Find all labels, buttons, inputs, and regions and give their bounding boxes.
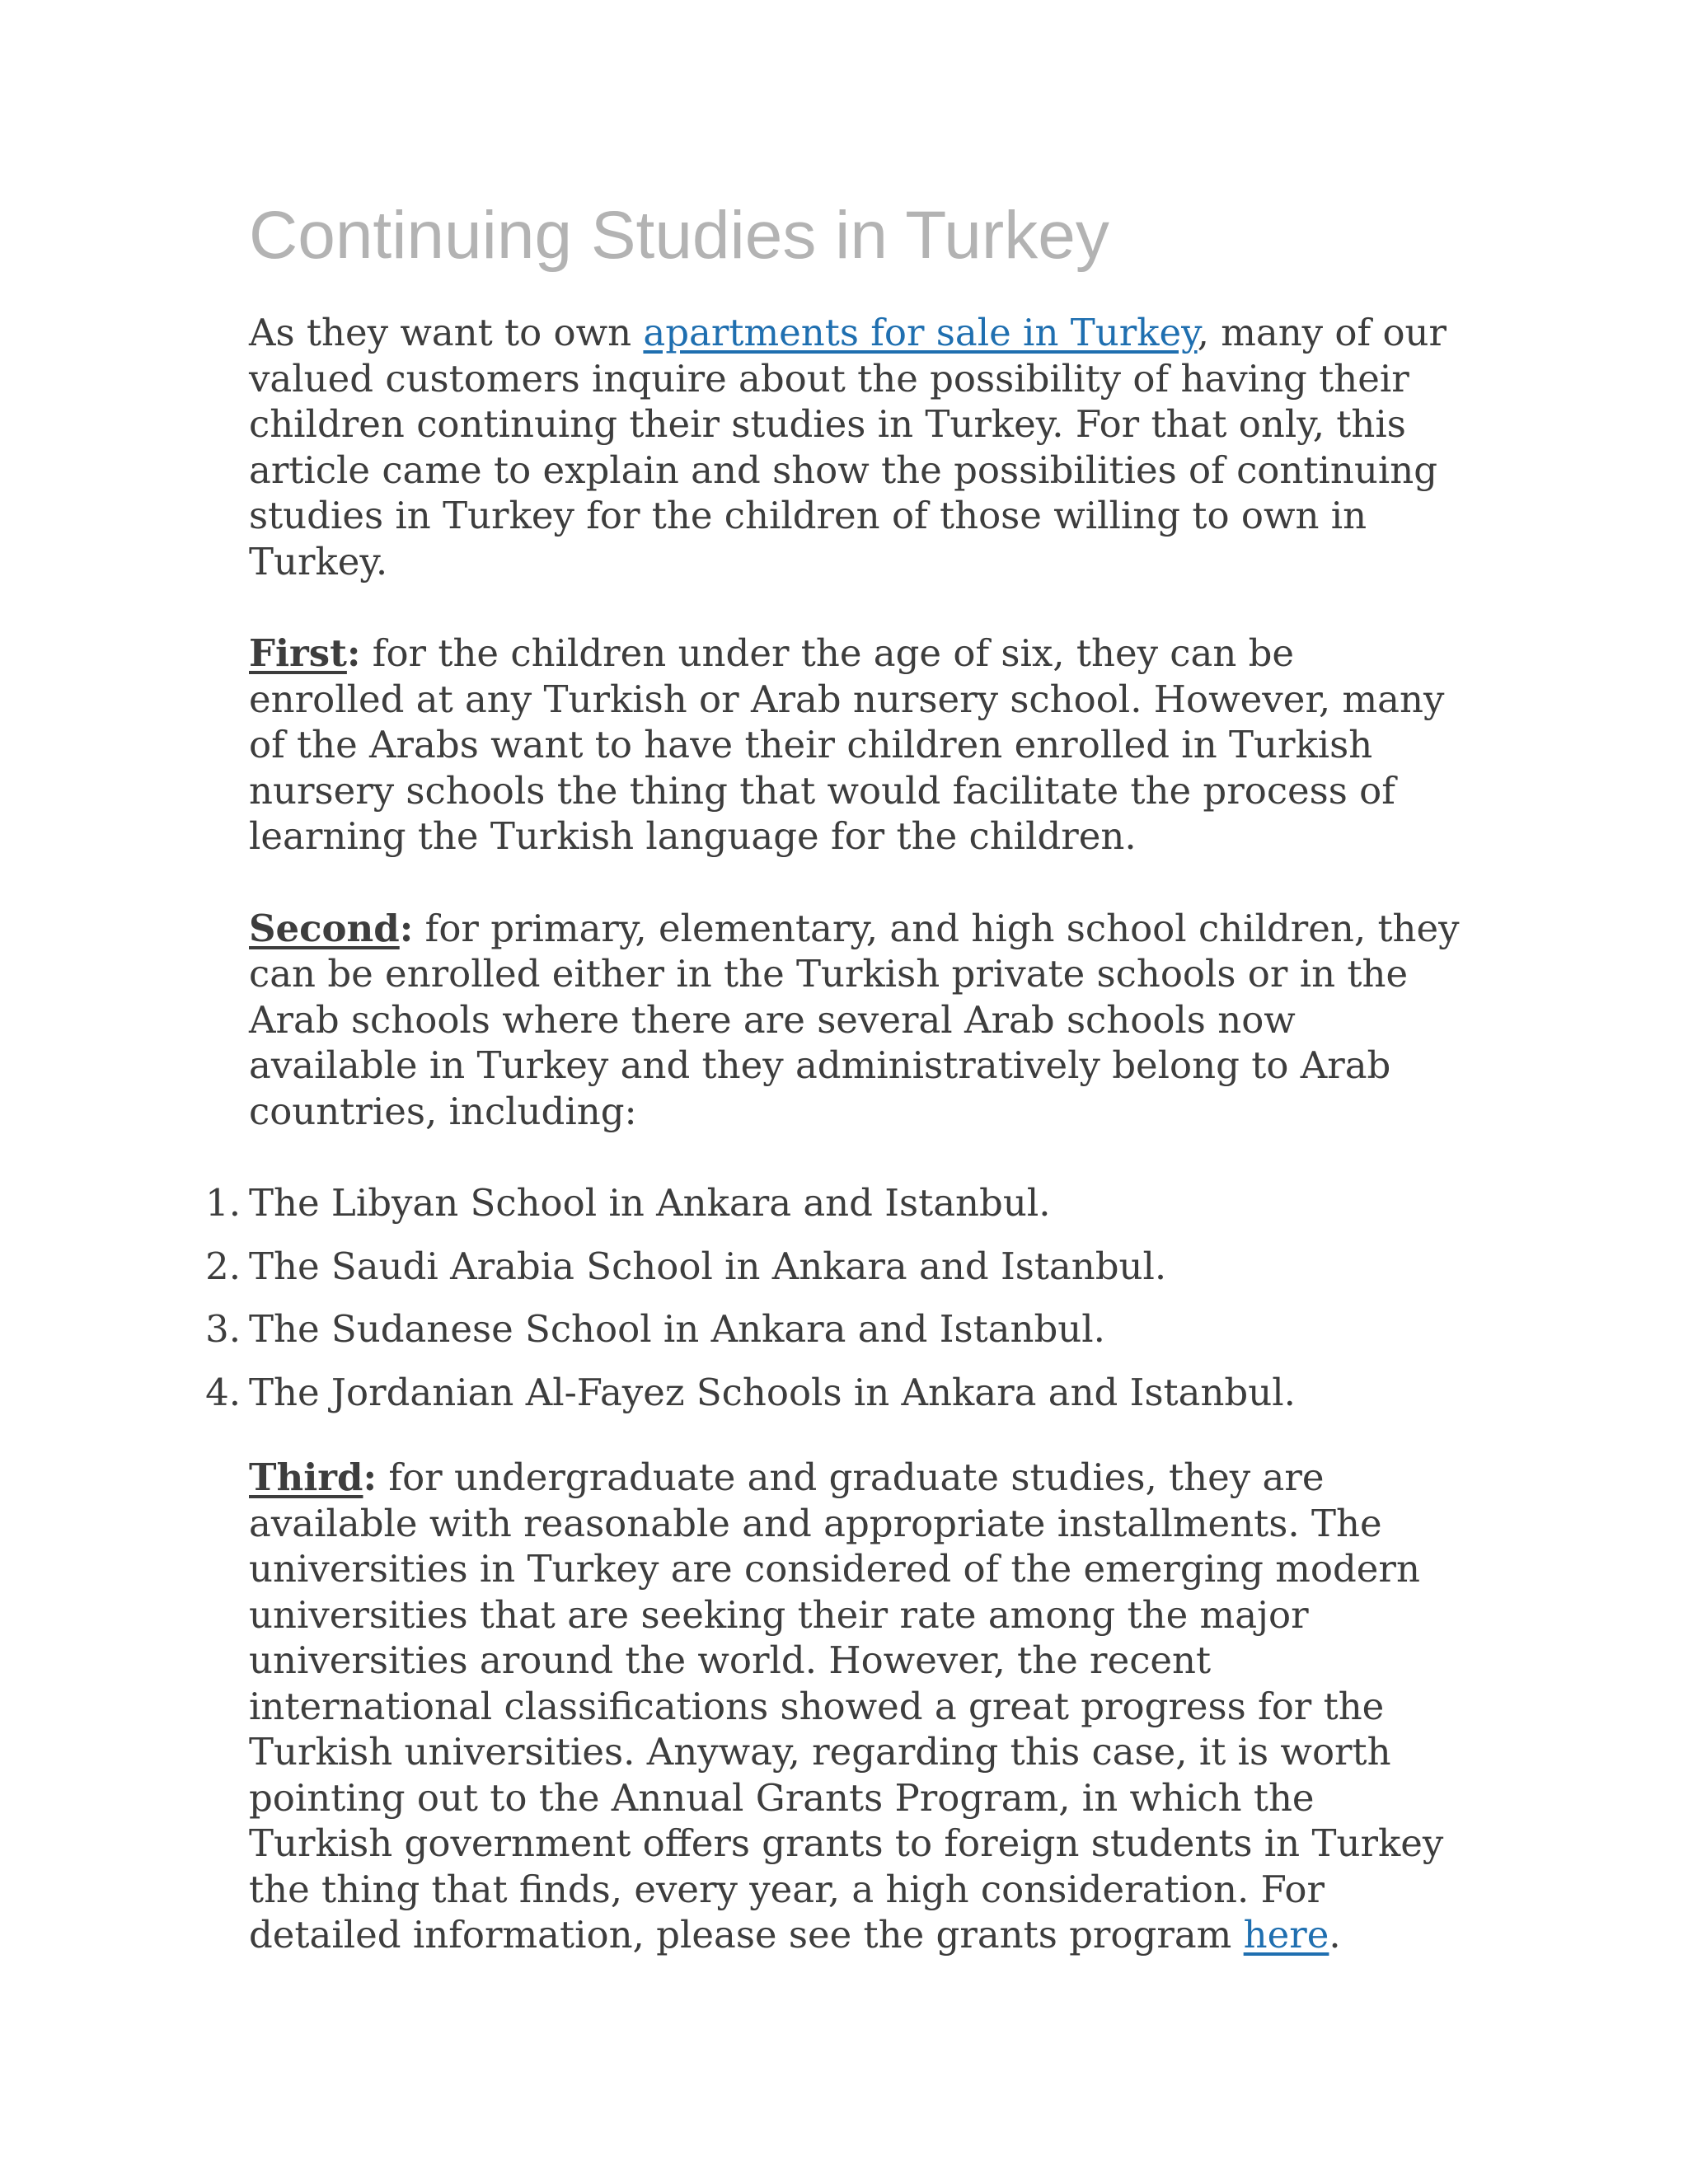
first-label: First xyxy=(249,631,347,675)
list-item-number: 2. xyxy=(205,1244,241,1288)
second-text: for primary, elementary, and high school children, they can be enrolled either in the Turkish private schools or in the Arab schools where there are several Arab schools now available in Turkey and they administratively belong to Arab countries, including: xyxy=(249,906,1460,1133)
second-paragraph xyxy=(249,906,1461,1135)
list-item xyxy=(205,1370,1461,1416)
grants-here-link[interactable]: here xyxy=(1243,1913,1329,1957)
list-item-text: The Sudanese School in Ankara and Istanbul. xyxy=(249,1307,1105,1351)
list-item-number: 3. xyxy=(205,1307,241,1351)
third-paragraph xyxy=(249,1455,1461,1958)
intro-paragraph xyxy=(249,310,1461,584)
third-label: Third xyxy=(249,1455,363,1499)
first-paragraph xyxy=(249,630,1461,860)
list-item xyxy=(205,1306,1461,1352)
list-item-text: The Saudi Arabia School in Ankara and Istanbul. xyxy=(249,1244,1167,1288)
second-colon: : xyxy=(399,906,414,950)
first-colon: : xyxy=(346,631,361,675)
first-text: for the children under the age of six, they can be enrolled at any Turkish or Arab nursery school. However, many of the Arabs want to have their children enrolled in Turkish nursery schools the thing that would facilitate the process of learning the Turkish language for the children. xyxy=(249,631,1445,858)
article-body xyxy=(205,196,1461,2004)
apartments-link[interactable]: apartments for sale in Turkey xyxy=(643,311,1198,354)
intro-text-end: , many of our valued customers inquire about the possibility of having their children continuing their studies in Turkey. For that only, this article came to explain and show the possibilities of continuing studies in Turkey for the children of those willing to own in Turkey. xyxy=(249,311,1447,583)
list-item xyxy=(205,1244,1461,1290)
list-item-number: 1. xyxy=(205,1181,241,1225)
intro-text-start: As they want to own xyxy=(249,311,644,354)
list-item-text: The Libyan School in Ankara and Istanbul. xyxy=(249,1181,1051,1225)
third-colon: : xyxy=(363,1455,377,1499)
third-end: . xyxy=(1329,1913,1341,1957)
third-text: for undergraduate and graduate studies, they are available with reasonable and appropriate installments. The universities in Turkey are considered of the emerging modern universities that are seeking their rate among the major universities around the world. However, the recent international classifications showed a great progress for the Turkish universities. Anyway, regarding this case, it is worth pointing out to the Annual Grants Program, in which the Turkish government offers grants to foreign students in Turkey the thing that finds, every year, a high consideration. For detailed information, please see the grants program xyxy=(249,1455,1444,1957)
second-label: Second xyxy=(249,906,400,950)
schools-list xyxy=(205,1180,1461,1415)
list-item-text: The Jordanian Al-Fayez Schools in Ankara and Istanbul. xyxy=(249,1370,1296,1414)
list-item-number: 4. xyxy=(205,1370,241,1414)
list-item xyxy=(205,1180,1461,1226)
page-title: Continuing Studies in Turkey xyxy=(249,198,1109,273)
